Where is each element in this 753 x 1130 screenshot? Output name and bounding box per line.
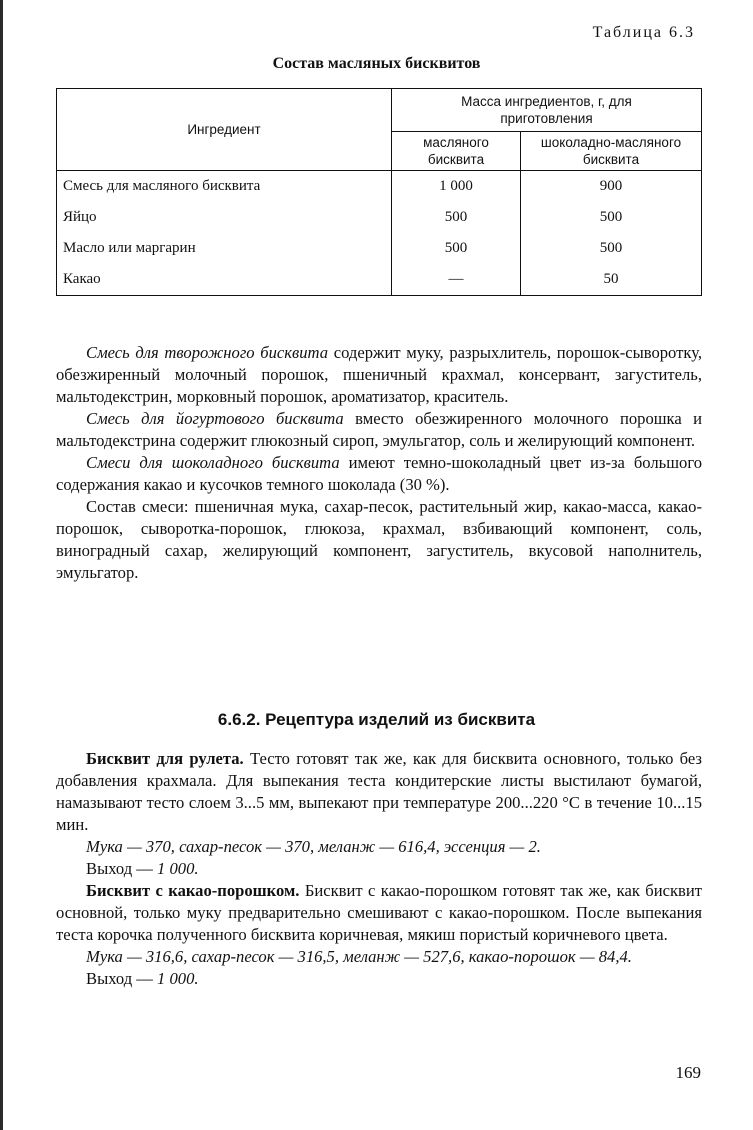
header-butter-sponge: масляного бисквита: [392, 132, 521, 171]
row-ingredient: Смесь для масляного бисквита: [57, 171, 392, 203]
table-row: [57, 202, 702, 233]
row-ingredient: Какао: [57, 264, 392, 296]
row-value-choc: 900: [521, 171, 702, 203]
recipe-yield: Выход — 1 000.: [86, 859, 199, 878]
recipe-ingredients: Мука — 370, сахар-песок — 370, меланж — 616,4, эссенция — 2.: [86, 837, 541, 856]
recipe-ingredients: Мука — 316,6, сахар-песок — 316,5, меланж — 527,6, какао-порошок — 84,4.: [86, 947, 632, 966]
term: Смесь для йогуртового бисквита: [86, 409, 344, 428]
row-ingredient: Яйцо: [57, 202, 392, 233]
table-row: [57, 264, 702, 296]
paragraph: Смесь для йогуртового бисквита вместо обезжиренного молочного порошка и мальтодекстрина содержит глюкозный сироп, эмульгатор, соль и желирующий компонент.: [56, 409, 702, 450]
header-choc-butter-sponge: шоколадно-масляного бисквита: [521, 132, 702, 171]
table-row: [57, 233, 702, 264]
recipe-yield: Выход — 1 000.: [86, 969, 199, 988]
row-value-butter: —: [392, 264, 521, 296]
row-value-choc: 500: [521, 202, 702, 233]
row-ingredient: Масло или маргарин: [57, 233, 392, 264]
table-label: Таблица 6.3: [592, 24, 695, 41]
row-value-choc: 500: [521, 233, 702, 264]
header-ingredient: Ингредиент: [57, 89, 392, 171]
recipe-paragraph: Бисквит для рулета. Тесто готовят так же, как для бисквита основного, только без добавления крахмала. Для выпекания теста кондитерские листы выстилают бумагой, намазывают тесто слоем 3...5 мм, выпекают при температуре 200...220 °С в течение 10...15 мин.: [56, 749, 702, 834]
page-edge: [0, 0, 3, 1130]
page-number: 169: [675, 1063, 701, 1082]
recipe-title: Бисквит для рулета.: [86, 749, 244, 768]
mixes-description: [56, 342, 702, 584]
term: Смеси для шоколадного бисквита: [86, 453, 340, 472]
recipe-paragraph: Бисквит с какао-порошком. Бисквит с какао-порошком готовят так же, как бисквит основной, только муку предварительно смешивают с какао-порошком. После выпекания теста корочка полученного бисквита коричневая, мякиш пористый коричневого цвета.: [56, 881, 702, 944]
section-heading: 6.6.2. Рецептура изделий из бисквита: [217, 710, 536, 729]
recipes: [56, 748, 702, 990]
table-title: Состав масляных бисквитов: [272, 55, 481, 72]
paragraph: Смеси для шоколадного бисквита имеют темно-шоколадный цвет из-за большого содержания какао и кусочков темного шоколада (30 %).: [56, 453, 703, 494]
table-row: [57, 171, 702, 203]
row-value-choc: 50: [521, 264, 702, 296]
row-value-butter: 500: [392, 202, 521, 233]
term: Смесь для творожного бисквита: [86, 343, 329, 362]
row-value-butter: 1 000: [392, 171, 521, 203]
paragraph: Состав смеси: пшеничная мука, сахар-песок, растительный жир, какао-масса, какао-порошок, сыворотка-порошок, глюкоза, крахмал, взбивающий компонент, соль, виноградный сахар, желирующий компонент, загуститель, вкусовой наполнитель, эмульгатор.: [56, 497, 702, 582]
row-value-butter: 500: [392, 233, 521, 264]
ingredients-table: [56, 88, 702, 296]
paragraph: Смесь для творожного бисквита содержит муку, разрыхлитель, порошок-сыворотку, обезжиренный молочный порошок, пшеничный крахмал, консервант, загуститель, мальтодекстрин, морковный порошок, ароматизатор, краситель.: [56, 343, 702, 406]
recipe-title: Бисквит с какао-порошком.: [86, 881, 300, 900]
header-mass-group: Масса ингредиентов, г, для приготовления: [392, 89, 702, 132]
